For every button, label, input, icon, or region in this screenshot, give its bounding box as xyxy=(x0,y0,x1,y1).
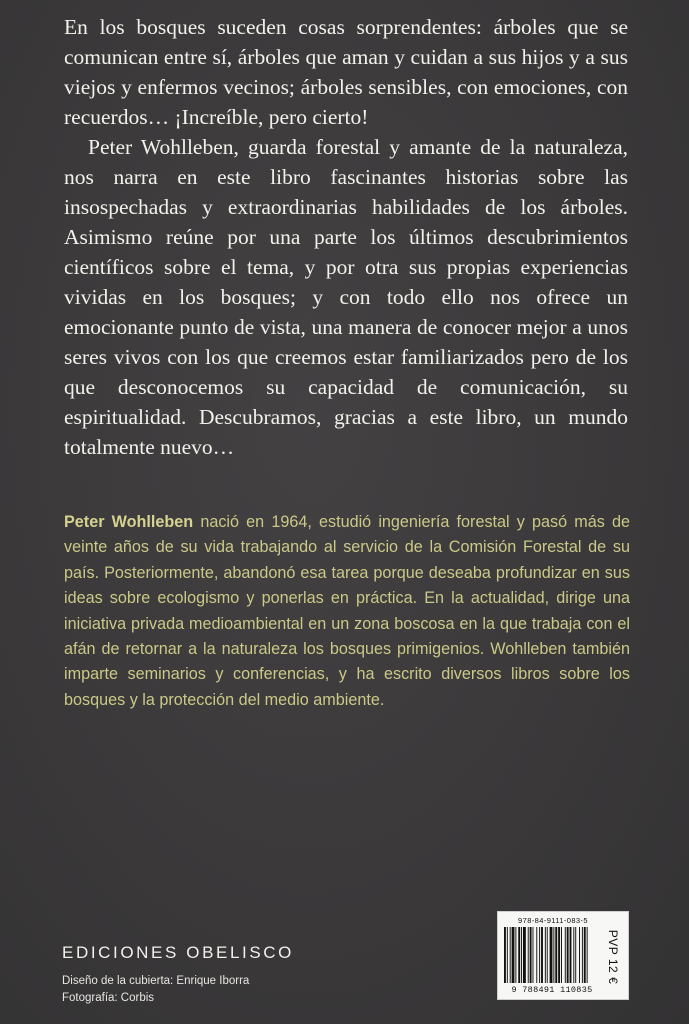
price-text: PVP 12 € xyxy=(606,929,620,985)
publisher-name: EDICIONES OBELISCO xyxy=(62,943,294,962)
barcode-digits: 9 788491 110835 xyxy=(511,985,593,995)
cover-design-credit: Diseño de la cubierta: Enrique Iborra xyxy=(62,975,250,987)
barcode-label xyxy=(497,911,629,1000)
isbn-text: 978-84-9111-083-5 xyxy=(518,916,588,925)
blurb-paragraph-2: Peter Wohlleben, guarda forestal y amante de la naturaleza, nos narra en este libro fascinantes historias sobre las insospechadas y extraordinarias habilidades de los árboles. Asimismo reúne por una parte los últimos descubrimientos científicos sobre el tema, y por otra sus propias experiencias vividas en los bosques; y con todo ello nos ofrece un emocionante punto de vista, una manera de conocer mejor a unos seres vivos con los que creemos estar familiarizados pero de los que desconocemos su capacidad de comunicación, su espiritualidad. Descubramos, gracias a este libro, un mundo totalmente nuevo… xyxy=(64,135,628,459)
credits xyxy=(62,973,249,1007)
author-bio-text: nació en 1964, estudió ingeniería forestal y pasó más de veinte años de su vida trabajando al servicio de la Comisión Forestal de su país. Posteriormente, abandonó esa tarea porque deseaba profundizar en sus ideas sobre ecologismo y ponerlas en práctica. En la actualidad, dirige una iniciativa privada medioambiental en un zona boscosa en la que trabaja con el afán de retornar a la naturaleza los bosques primigenios. Wohlleben también imparte seminarios y conferencias, y ha escrito diversos libros sobre los bosques y la protección del medio ambiente. xyxy=(64,513,630,709)
blurb-text xyxy=(64,12,628,462)
author-bio xyxy=(64,510,630,713)
author-name: Peter Wohlleben xyxy=(64,513,194,531)
photo-credit: Fotografía: Corbis xyxy=(62,992,155,1004)
barcode-icon xyxy=(504,927,602,983)
price-label xyxy=(602,918,624,996)
blurb-paragraph-1: En los bosques suceden cosas sorprendentes: árboles que se comunican entre sí, árboles que aman y cuidan a sus hijos y a sus viejos y enfermos vecinos; árboles sensibles, con emociones, con recuerdos… ¡Increíble, pero cierto! xyxy=(64,15,628,129)
